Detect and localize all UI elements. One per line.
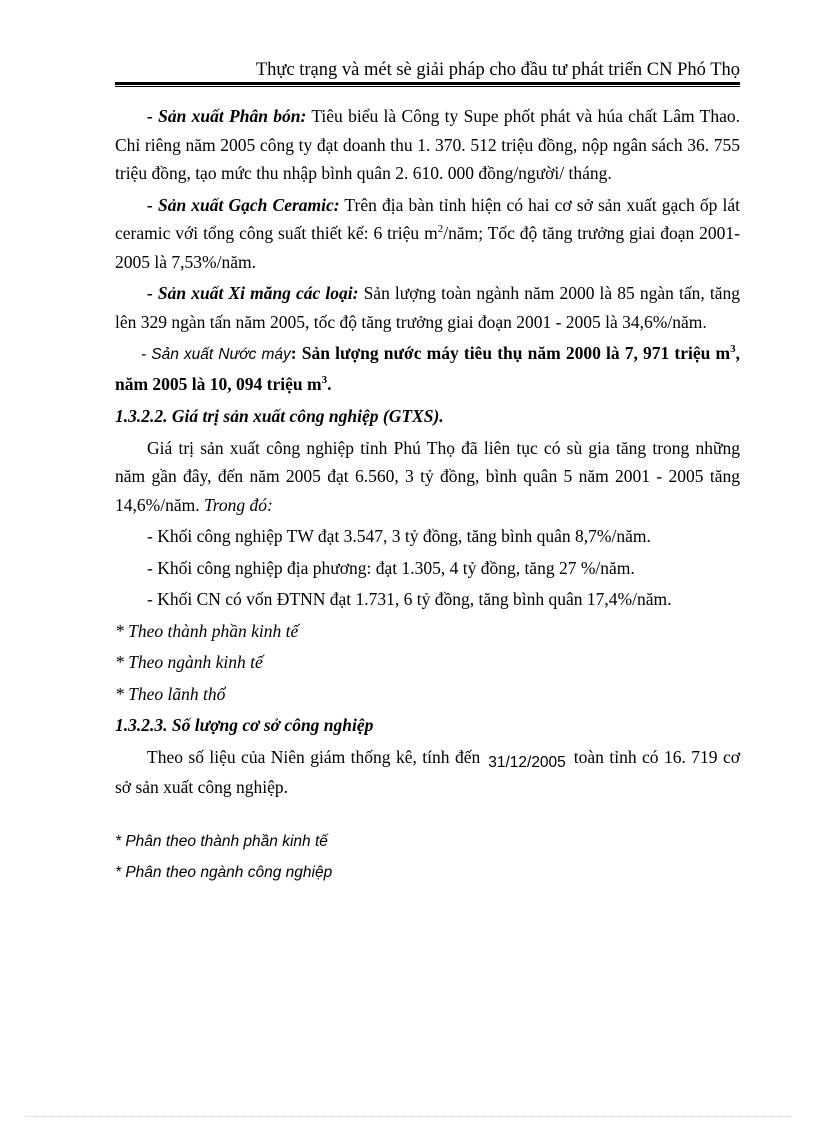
text-ceramic-2: /năm; Tốc độ tăng trưởng giai đoạn 2001- 2005 là 7,53%/năm. xyxy=(115,223,740,272)
theo-lanh-tho: * Theo lãnh thổ xyxy=(115,683,226,704)
text-nuoc-may-1: : Sản lượng nước máy tiêu thụ năm 2000 là 7, 971 triệu m xyxy=(290,343,731,363)
theo-nganh: * Theo ngành kinh tế xyxy=(115,652,263,672)
sup-nuoc-may-1: 3 xyxy=(730,343,736,356)
text-so-luong-1: Theo số liệu của Niên giám thống kê, tính đến xyxy=(147,746,481,767)
text-nuoc-may-3: . xyxy=(327,373,332,394)
label-ceramic: - Sản xuất Gạch Ceramic: xyxy=(147,194,340,215)
page-header: Thực trạng và mét sè giải pháp cho đầu tư phát triển CN Phó Thọ xyxy=(255,60,740,80)
text-so-luong-2: toàn tỉnh có 16. 719 cơ sở sản xuất công nghiệp. xyxy=(115,746,740,797)
paragraph-gtxs xyxy=(115,434,740,520)
page-body xyxy=(115,102,740,888)
sup-ceramic: 2 xyxy=(437,223,444,236)
page-bottom-divider xyxy=(25,1116,791,1117)
text-phan-bon: Tiêu biểu là Công ty Supe phốt phát và húa chất Lâm Thao. Chỉ riêng năm 2005 công ty đạt doanh thu 1. 370. 512 triệu đồng, nộp ngân sách 36. 755 triệu đồng, tạo mức thu nhập bình quân 2. 610. 000 đồng/người/ tháng. xyxy=(115,106,740,183)
text-gtxs-italic: Trong đó: xyxy=(203,494,273,515)
sup-nuoc-may-2: 3 xyxy=(321,373,328,386)
text-ceramic: Trên địa bàn tỉnh hiện có hai cơ sở sản xuất gạch ốp lát ceramic với tổng công suất thiết kế: 6 triệu m xyxy=(115,194,740,243)
paragraph-xi-mang xyxy=(115,279,740,336)
label-phan-bon: - Sản xuất Phân bón: xyxy=(147,106,307,126)
section-title-so-luong: 1.3.2.3. Số lượng cơ sở công nghiệp xyxy=(115,715,374,735)
header-rule-thin xyxy=(115,86,740,87)
list-item-tw: - Khối công nghiệp TW đạt 3.547, 3 tỷ đồng, tăng bình quân 8,7%/năm. xyxy=(147,526,651,546)
list-item-dia-phuong: - Khối công nghiệp địa phương: đạt 1.305, 4 tỷ đồng, tăng 27 %/năm. xyxy=(147,557,635,578)
text-nuoc-may-2: , năm 2005 là 10, 094 triệu m xyxy=(115,343,740,394)
date-value: 31/12/2005 xyxy=(488,753,566,771)
phan-thanh-phan: * Phân theo thành phần kinh tế xyxy=(115,832,328,850)
text-gtxs: Giá trị sản xuất công nghiệp tỉnh Phú Thọ đã liên tục có sù gia tăng trong những năm gần đây, đến năm 2005 đạt 6.560, 3 tỷ đồng, bình quân 5 năm 2001 - 2005 tăng 14,6%/năm. xyxy=(115,437,740,515)
paragraph-phan-bon xyxy=(115,102,740,188)
theo-thanh-phan: * Theo thành phần kinh tế xyxy=(115,620,299,641)
phan-nganh: * Phân theo ngành công nghiệp xyxy=(115,864,333,881)
paragraph-ceramic xyxy=(115,191,740,277)
paragraph-so-luong xyxy=(115,743,740,802)
header-rule-thick xyxy=(115,82,740,85)
list-item-dtnn: - Khối CN có vốn ĐTNN đạt 1.731, 6 tỷ đồng, tăng bình quân 17,4%/năm. xyxy=(147,589,672,609)
text-xi-mang: Sản lượng toàn ngành năm 2000 là 85 ngàn tấn, tăng lên 329 ngàn tấn năm 2005, tốc độ tăng trưởng giai đoạn 2001 - 2005 là 34,6%/năm. xyxy=(115,283,740,332)
label-xi-mang: - Sản xuất Xi măng các loại: xyxy=(147,283,359,303)
label-nuoc-may: - Sản xuất Nước máy xyxy=(141,346,291,363)
section-title-gtxs: 1.3.2.2. Giá trị sản xuất công nghiệp (GTXS). xyxy=(115,406,444,426)
paragraph-nuoc-may xyxy=(115,339,740,398)
